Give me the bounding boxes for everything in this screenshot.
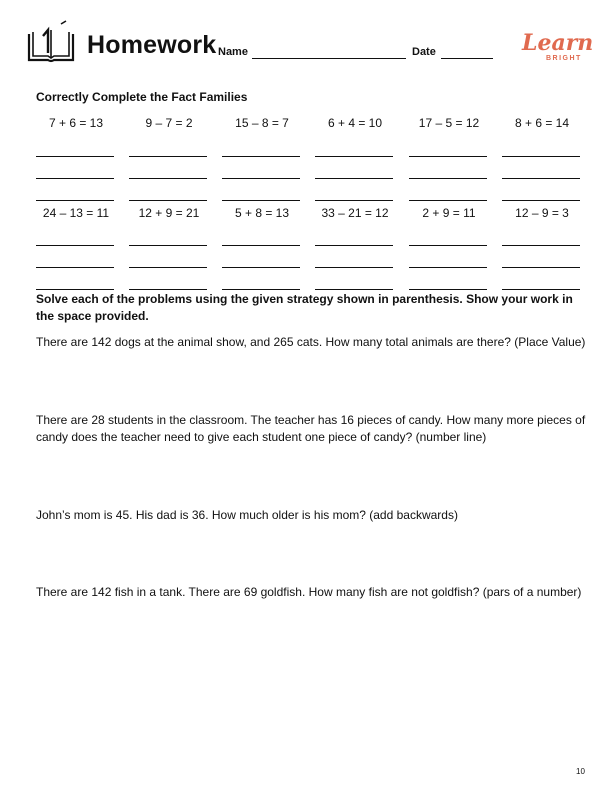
instructions-text: Solve each of the problems using the given strategy shown in parenthesis. Show your work in the space provided. bbox=[36, 292, 573, 323]
answer-line[interactable] bbox=[409, 178, 487, 179]
fact-item: 24 – 13 = 11 bbox=[42, 206, 110, 220]
answer-line[interactable] bbox=[315, 156, 393, 157]
answer-line[interactable] bbox=[129, 178, 207, 179]
answer-line[interactable] bbox=[222, 156, 300, 157]
fact-item: 5 + 8 = 13 bbox=[234, 206, 290, 220]
page-number: 10 bbox=[576, 767, 585, 776]
answer-line[interactable] bbox=[502, 267, 580, 268]
date-field-line[interactable] bbox=[441, 58, 493, 59]
fact-item: 6 + 4 = 10 bbox=[327, 116, 383, 130]
learn-bright-logo bbox=[518, 30, 594, 64]
word-problem-4: There are 142 fish in a tank. There are 69 goldfish. How many fish are not goldfish? (pars of a number) bbox=[36, 585, 582, 599]
date-label: Date bbox=[412, 46, 436, 58]
book-icon bbox=[26, 20, 76, 64]
name-label: Name bbox=[218, 46, 248, 58]
answer-line[interactable] bbox=[315, 267, 393, 268]
fact-item: 12 + 9 = 21 bbox=[138, 206, 200, 220]
fact-item: 9 – 7 = 2 bbox=[145, 116, 193, 130]
answer-line[interactable] bbox=[36, 245, 114, 246]
answer-line[interactable] bbox=[315, 200, 393, 201]
word-problem-1: There are 142 dogs at the animal show, and 265 cats. How many total animals are there? (Place Value) bbox=[36, 335, 586, 349]
fact-item: 2 + 9 = 11 bbox=[422, 206, 476, 220]
logo-subtext: BRIGHT bbox=[546, 55, 582, 62]
answer-line[interactable] bbox=[36, 289, 114, 290]
answer-line[interactable] bbox=[222, 178, 300, 179]
answer-line[interactable] bbox=[129, 267, 207, 268]
answer-line[interactable] bbox=[409, 200, 487, 201]
answer-line[interactable] bbox=[222, 289, 300, 290]
answer-line[interactable] bbox=[129, 245, 207, 246]
word-problem-2: There are 28 students in the classroom. The teacher has 16 pieces of candy. How many more pieces of candy does the teacher need to give each student one piece of candy? (number line) bbox=[36, 413, 586, 444]
answer-line[interactable] bbox=[502, 178, 580, 179]
answer-line[interactable] bbox=[129, 289, 207, 290]
fact-item: 15 – 8 = 7 bbox=[235, 116, 289, 130]
name-field-line[interactable] bbox=[252, 58, 406, 59]
answer-line[interactable] bbox=[409, 245, 487, 246]
answer-line[interactable] bbox=[222, 245, 300, 246]
fact-item: 8 + 6 = 14 bbox=[514, 116, 570, 130]
answer-line[interactable] bbox=[502, 156, 580, 157]
answer-line[interactable] bbox=[222, 267, 300, 268]
answer-line[interactable] bbox=[129, 156, 207, 157]
logo-text: Learn bbox=[522, 30, 594, 56]
answer-line[interactable] bbox=[409, 289, 487, 290]
answer-line[interactable] bbox=[36, 156, 114, 157]
fact-item: 12 – 9 = 3 bbox=[515, 206, 569, 220]
answer-line[interactable] bbox=[409, 267, 487, 268]
answer-line[interactable] bbox=[222, 200, 300, 201]
page-header bbox=[0, 0, 612, 80]
answer-line[interactable] bbox=[502, 200, 580, 201]
answer-line[interactable] bbox=[36, 178, 114, 179]
fact-item: 17 – 5 = 12 bbox=[418, 116, 480, 130]
answer-line[interactable] bbox=[502, 245, 580, 246]
fact-item: 7 + 6 = 13 bbox=[48, 116, 104, 130]
fact-item: 33 – 21 = 12 bbox=[321, 206, 389, 220]
fact-families-title: Correctly Complete the Fact Families bbox=[36, 90, 248, 104]
answer-line[interactable] bbox=[129, 200, 207, 201]
answer-line[interactable] bbox=[315, 178, 393, 179]
answer-line[interactable] bbox=[36, 267, 114, 268]
word-problem-3: John’s mom is 45. His dad is 36. How much older is his mom? (add backwards) bbox=[36, 508, 458, 522]
answer-line[interactable] bbox=[36, 200, 114, 201]
answer-line[interactable] bbox=[315, 289, 393, 290]
answer-line[interactable] bbox=[315, 245, 393, 246]
homework-title: Homework bbox=[87, 31, 217, 59]
answer-line[interactable] bbox=[409, 156, 487, 157]
answer-line[interactable] bbox=[502, 289, 580, 290]
